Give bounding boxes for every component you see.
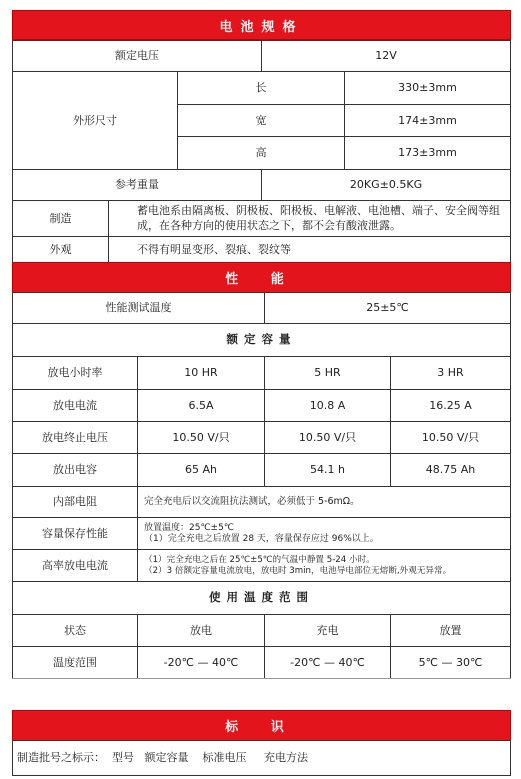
temp-header-state: 状态 xyxy=(12,614,138,647)
discharge-rate-3hr: 3 HR xyxy=(390,356,511,390)
performance-title: 性 能 xyxy=(225,272,298,287)
discharge-current-5hr: 10.8 A xyxy=(264,389,391,422)
rated-capacity-title: 额定容量 xyxy=(12,323,511,357)
width-value: 174±3mm xyxy=(344,104,511,137)
output-capacity-5hr: 54.1 h xyxy=(264,453,391,487)
height-label: 高 xyxy=(177,136,345,170)
temp-range-storage: 5℃ — 30℃ xyxy=(390,646,511,679)
cutoff-voltage-label: 放电终止电压 xyxy=(12,421,138,454)
high-rate-text xyxy=(137,549,511,582)
storage-text xyxy=(137,517,511,550)
temp-range-label: 温度范围 xyxy=(12,646,138,679)
discharge-rate-label: 放电小时率 xyxy=(12,356,138,390)
appearance-text: 不得有明显变形、裂痕、裂纹等 xyxy=(108,236,511,263)
cutoff-voltage-10hr: 10.50 V/只 xyxy=(137,421,265,454)
temp-range-charge: -20℃ — 40℃ xyxy=(264,646,391,679)
test-temp-value: 25±5℃ xyxy=(264,292,511,324)
temp-range-discharge: -20℃ — 40℃ xyxy=(137,646,265,679)
height-value: 173±3mm xyxy=(344,136,511,170)
manufacture-label: 制造 xyxy=(12,200,109,237)
weight-label: 参考重量 xyxy=(12,169,262,201)
section-divider xyxy=(12,678,511,679)
discharge-current-label: 放电电流 xyxy=(12,389,138,422)
marking-header xyxy=(12,710,511,741)
high-rate-line-1: （1）完全充电之后在 25℃±5℃的气温中静置 5-24 小时。 xyxy=(144,555,375,566)
temp-range-title: 使用温度范围 xyxy=(12,581,511,615)
internal-resistance-label: 内部电阻 xyxy=(12,486,138,518)
length-value: 330±3mm xyxy=(344,71,511,105)
discharge-current-10hr: 6.5A xyxy=(137,389,265,422)
cutoff-voltage-5hr: 10.50 V/只 xyxy=(264,421,391,454)
high-rate-label: 高率放电电流 xyxy=(12,549,138,582)
temp-header-charge: 充电 xyxy=(264,614,391,647)
discharge-rate-10hr: 10 HR xyxy=(137,356,265,390)
manufacture-text: 蓄电池系由隔离板、阴极板、阳极板、电解液、电池槽、端子、安全阀等组成，在各种方向的使用状态之下，都不会有酸液泄露。 xyxy=(108,200,511,237)
output-capacity-3hr: 48.75 Ah xyxy=(390,453,511,487)
cutoff-voltage-3hr: 10.50 V/只 xyxy=(390,421,511,454)
rated-voltage-label: 额定电压 xyxy=(12,40,262,72)
temp-header-discharge: 放电 xyxy=(137,614,265,647)
discharge-rate-5hr: 5 HR xyxy=(264,356,391,390)
rated-voltage-value: 12V xyxy=(261,40,511,72)
dimensions-label: 外形尺寸 xyxy=(12,71,178,170)
storage-line-1: 放置温度：25℃±5℃ xyxy=(144,522,234,533)
high-rate-line-2: （2）3 倍额定容量电流放电，放电时 3min，电池导电部位无熔断,外观无异常。 xyxy=(144,565,452,576)
discharge-current-3hr: 16.25 A xyxy=(390,389,511,422)
appearance-label: 外观 xyxy=(12,236,109,263)
marking-line: 制造批号之标示： 型号 额定容量 标准电压 充电方法 xyxy=(12,740,511,776)
output-capacity-10hr: 65 Ah xyxy=(137,453,265,487)
battery-spec-title: 电池规格 xyxy=(219,19,304,35)
output-capacity-label: 放出电容 xyxy=(12,453,138,487)
length-label: 长 xyxy=(177,71,345,105)
internal-resistance-text: 完全充电后以交流阻抗法测试，必须低于 5-6mΩ。 xyxy=(137,486,511,518)
battery-spec-header xyxy=(12,10,511,40)
width-label: 宽 xyxy=(177,104,345,137)
performance-header xyxy=(12,262,511,293)
marking-title: 标 识 xyxy=(225,720,298,735)
weight-value: 20KG±0.5KG xyxy=(261,169,511,201)
temp-header-storage: 放置 xyxy=(390,614,511,647)
storage-line-2: （1）完全充电之后放置 28 天，容量保存应过 96%以上。 xyxy=(144,533,379,544)
storage-label: 容量保存性能 xyxy=(12,517,138,550)
test-temp-label: 性能测试温度 xyxy=(12,292,265,324)
